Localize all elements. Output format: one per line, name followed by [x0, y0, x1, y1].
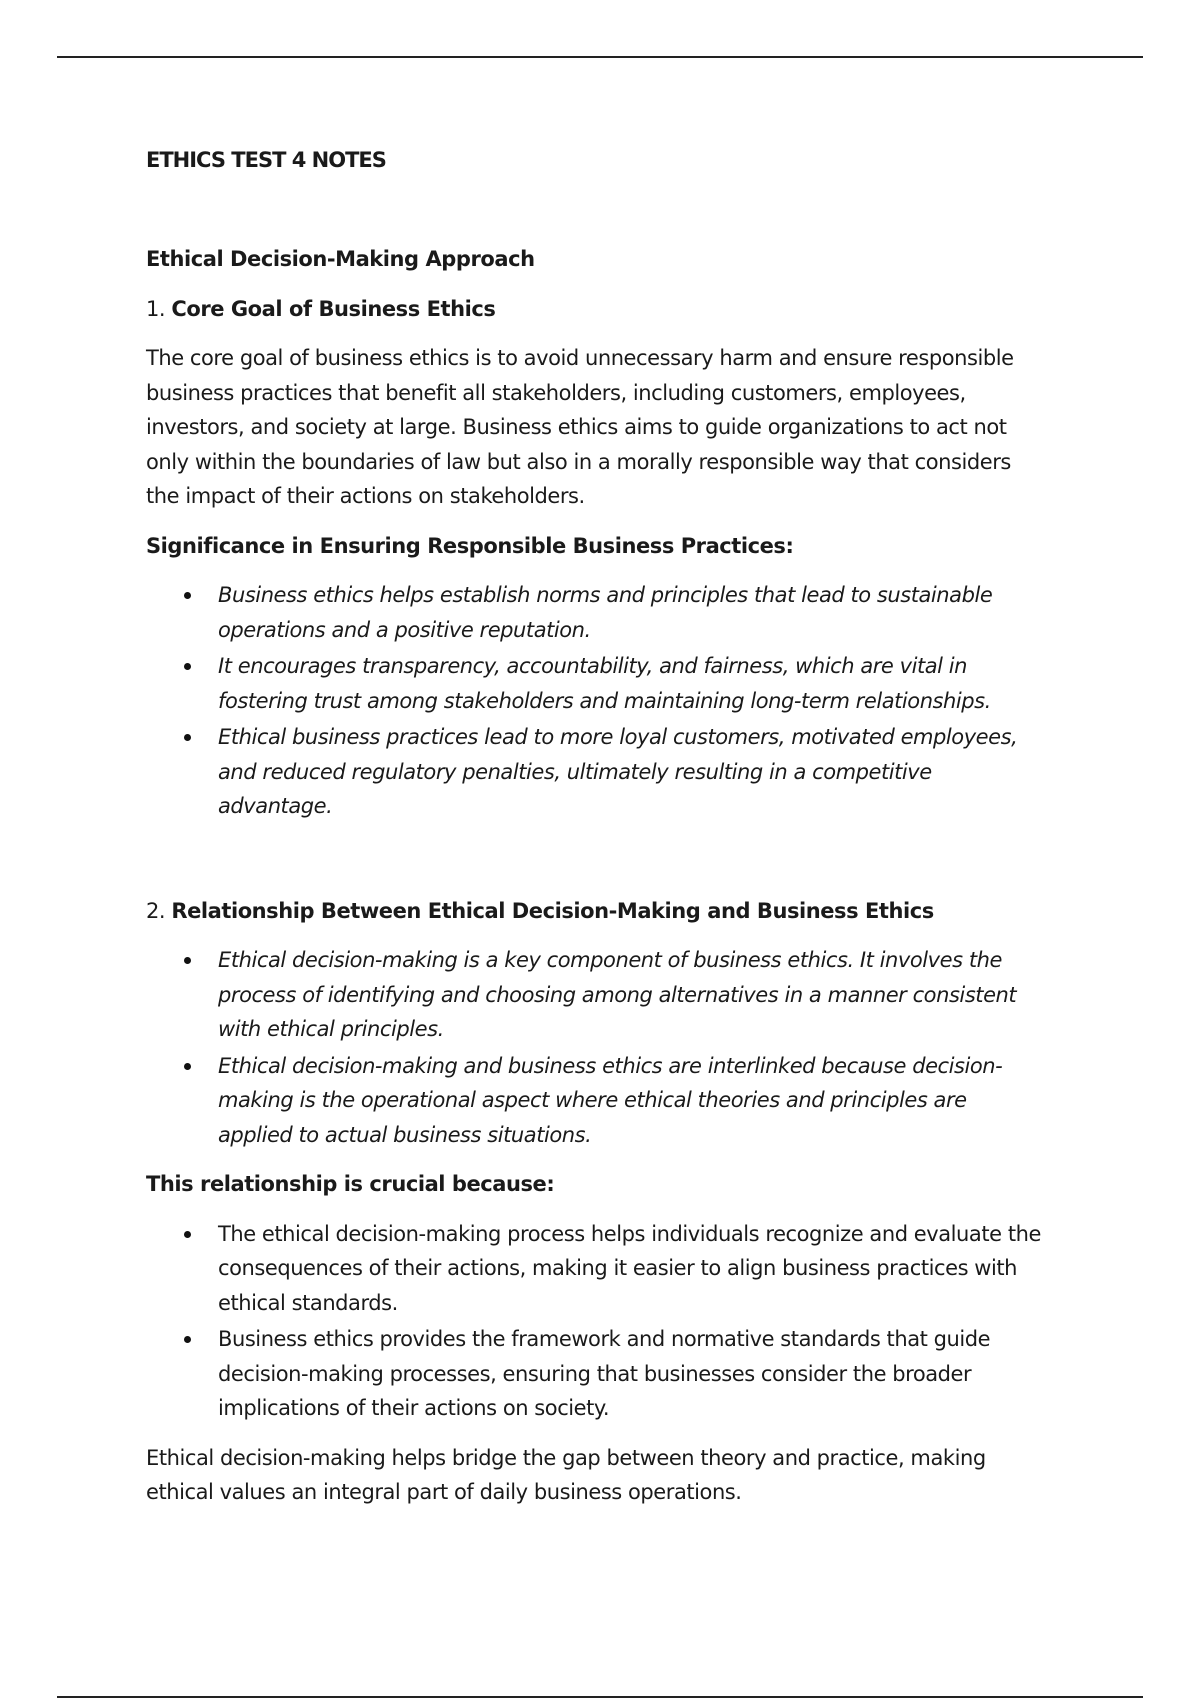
list-item-text: Ethical decision-making and business ethics are interlinked because decision-making is the operational aspect where ethical theories and principles are applied to actual business situations. [218, 1053, 1003, 1147]
section-2-bullet-list [146, 943, 1046, 1152]
top-rule [57, 56, 1143, 58]
list-item [146, 943, 1046, 1047]
closing-paragraph: Ethical decision-making helps bridge the gap between theory and practice, making ethical values an integral part of daily business operations. [146, 1445, 986, 1504]
list-item-text: Ethical business practices lead to more loyal customers, motivated employees, and reduced regulatory penalties, ultimately resulting in a competitive advantage. [218, 725, 1018, 818]
list-item [146, 578, 1046, 647]
section-2-reasons-list [146, 1217, 1046, 1426]
bullet-icon [184, 1231, 191, 1238]
document-body [146, 146, 1046, 1525]
bullet-icon [184, 592, 191, 599]
list-item [146, 1049, 1046, 1153]
bullet-icon [184, 663, 191, 670]
bullet-icon [184, 1336, 191, 1343]
section-heading: Ethical Decision-Making Approach [146, 247, 535, 271]
section-1-bullet-list [146, 578, 1046, 824]
bullet-icon [184, 957, 191, 964]
list-item-text: The ethical decision-making process helps individuals recognize and evaluate the consequences of their actions, making it easier to align business practices with ethical standards. [218, 1221, 1041, 1315]
list-item-text: Business ethics helps establish norms and principles that lead to sustainable operations and a positive reputation. [218, 583, 993, 642]
section-1-title: Core Goal of Business Ethics [171, 296, 496, 321]
section-2-number: 2. [146, 898, 166, 923]
section-2-title: Relationship Between Ethical Decision-Making and Business Ethics [171, 898, 934, 923]
list-item [146, 1322, 1046, 1426]
bullet-icon [184, 734, 191, 741]
list-item-text: It encourages transparency, accountability, and fairness, which are vital in fostering trust among stakeholders and maintaining long-term relationships. [218, 654, 991, 713]
section-2-heading [146, 894, 1046, 929]
page-title: ETHICS TEST 4 NOTES [146, 148, 386, 172]
section-1-heading [146, 292, 1046, 327]
bullet-icon [184, 1063, 191, 1070]
list-item-text: Business ethics provides the framework and normative standards that guide decision-making processes, ensuring that businesses consider the broader implications of their actions on society. [218, 1327, 991, 1420]
section-1-paragraph: The core goal of business ethics is to avoid unnecessary harm and ensure responsible business practices that benefit all stakeholders, including customers, employees, investors, and society at large. Business ethics aims to guide organizations to act not only within the boundaries of law but also in a morally responsible way that considers the impact of their actions on stakeholders. [146, 346, 1014, 508]
bottom-rule [57, 1696, 1143, 1698]
list-item-text: Ethical decision-making is a key component of business ethics. It involves the process of identifying and choosing among alternatives in a manner consistent with ethical principles. [218, 948, 1017, 1041]
section-1-number: 1. [146, 296, 166, 321]
section-1-subheading: Significance in Ensuring Responsible Business Practices: [146, 533, 794, 558]
section-2-subheading: This relationship is crucial because: [146, 1172, 555, 1196]
list-item [146, 1217, 1046, 1321]
list-item [146, 649, 1046, 718]
list-item [146, 720, 1046, 824]
